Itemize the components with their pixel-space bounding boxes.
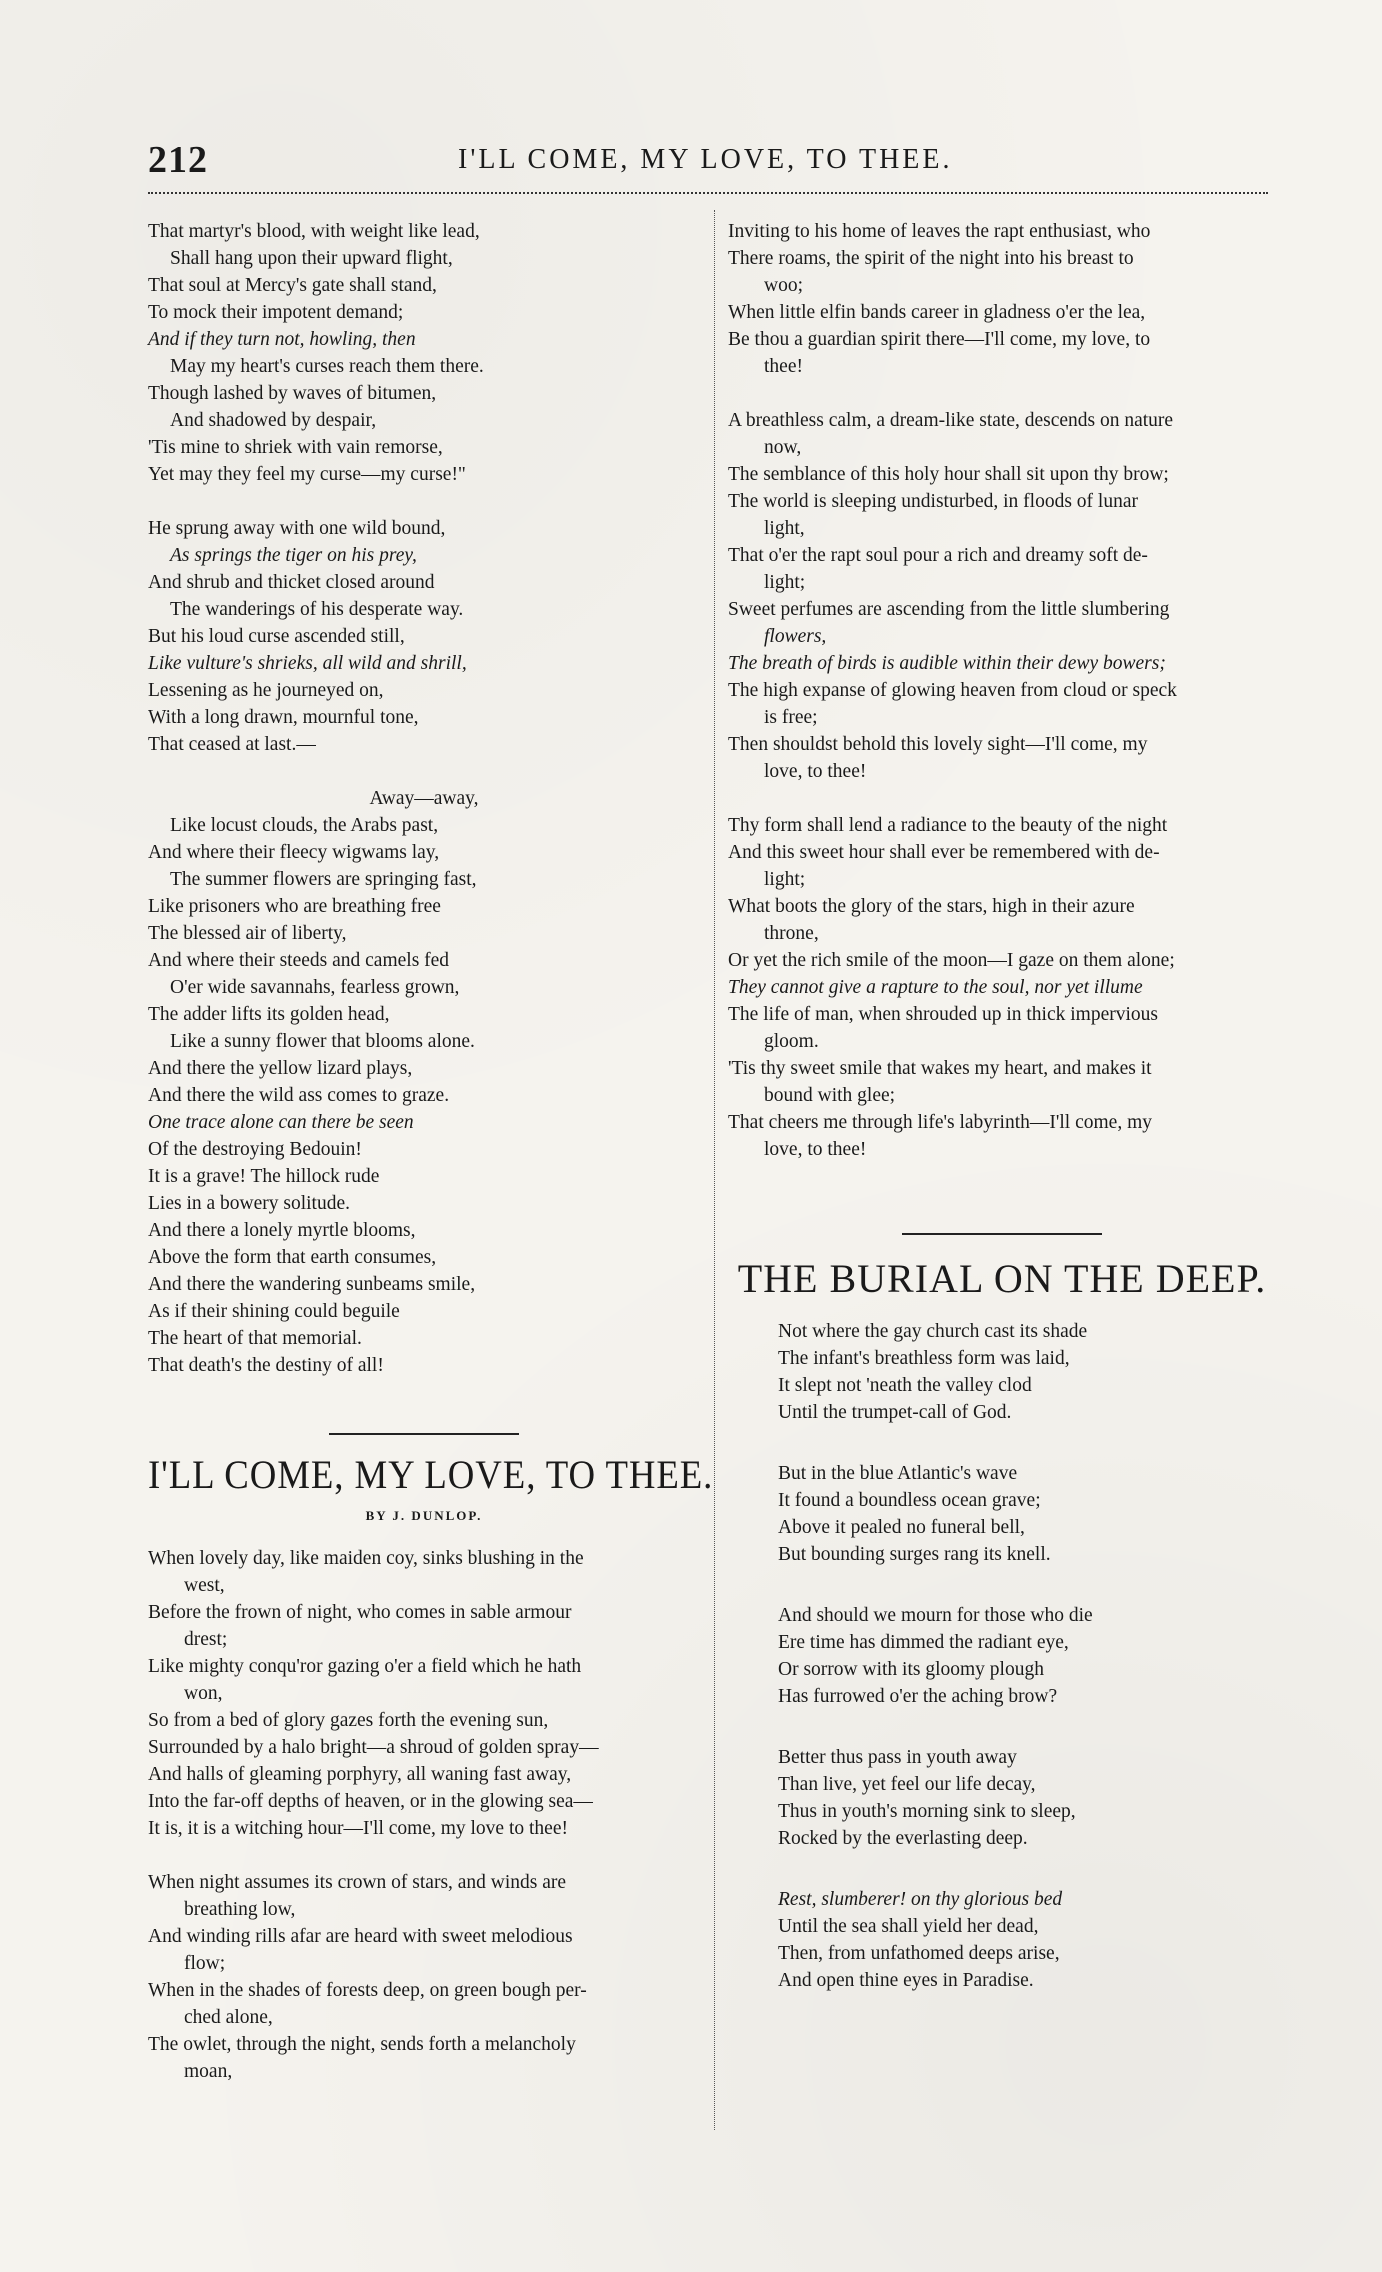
verse-line: Yet may they feel my curse—my curse!"	[148, 464, 466, 485]
verse-line: Then, from unfathomed deeps arise,	[778, 1943, 1060, 1964]
verse-line: throne,	[764, 923, 819, 944]
verse-line: And if they turn not, howling, then	[148, 329, 416, 350]
verse-line: And there a lonely myrtle blooms,	[148, 1220, 416, 1241]
verse-line: woo;	[764, 275, 803, 296]
verse-line: That soul at Mercy's gate shall stand,	[148, 275, 437, 296]
poem-title: THE BURIAL ON THE DEEP.	[737, 1256, 1267, 1301]
verse-line: When lovely day, like maiden coy, sinks blushing in the	[148, 1548, 584, 1569]
verse-line: Lessening as he journeyed on,	[148, 680, 384, 701]
verse-line: That cheers me through life's labyrinth—I'll come, my	[728, 1112, 1152, 1133]
verse-line: That death's the destiny of all!	[148, 1355, 384, 1376]
verse-line: So from a bed of glory gazes forth the evening sun,	[148, 1710, 549, 1731]
verse-line: But in the blue Atlantic's wave	[778, 1463, 1018, 1484]
verse-line: Into the far-off depths of heaven, or in the glowing sea—	[148, 1791, 593, 1812]
running-head	[148, 138, 1298, 188]
verse-line: bound with glee;	[764, 1085, 896, 1106]
verse-line: And shadowed by despair,	[170, 410, 377, 431]
poem-stanza	[728, 407, 1276, 785]
verse-line: Thy form shall lend a radiance to the beauty of the night	[728, 815, 1168, 836]
verse-line: And halls of gleaming porphyry, all waning fast away,	[148, 1764, 572, 1785]
verse-line: Or yet the rich smile of the moon—I gaze on them alone;	[728, 950, 1175, 971]
verse-line: flowers,	[764, 626, 827, 647]
verse-line: They cannot give a rapture to the soul, nor yet illume	[728, 977, 1143, 998]
verse-line: And where their fleecy wigwams lay,	[148, 842, 440, 863]
verse-line: moan,	[184, 2061, 233, 2082]
verse-line: Better thus pass in youth away	[778, 1747, 1017, 1768]
left-column	[148, 218, 714, 2085]
poem-stanza	[778, 1318, 1276, 1426]
verse-line: Thus in youth's morning sink to sleep,	[778, 1801, 1076, 1822]
verse-line: O'er wide savannahs, fearless grown,	[170, 977, 460, 998]
poem-title: I'LL COME, MY LOVE, TO THEE.	[148, 1452, 714, 1497]
section-rule	[902, 1233, 1102, 1235]
verse-line: A breathless calm, a dream-like state, descends on nature	[728, 410, 1174, 431]
verse-line: Or sorrow with its gloomy plough	[778, 1659, 1044, 1680]
verse-line: And where their steeds and camels fed	[148, 950, 450, 971]
poem-stanza	[778, 1886, 1276, 1994]
poem-stanza	[728, 218, 1276, 380]
verse-line: breathing low,	[184, 1899, 296, 1920]
verse-line: The semblance of this holy hour shall sit upon thy brow;	[728, 464, 1169, 485]
verse-line: flow;	[184, 1953, 226, 1974]
poem-stanza	[148, 1545, 700, 1842]
burial-poem	[728, 1318, 1276, 1994]
verse-line: It is a grave! The hillock rude	[148, 1166, 380, 1187]
verse-line: Like a sunny flower that blooms alone.	[170, 1031, 475, 1052]
page-number: 212	[148, 139, 208, 181]
poem-stanza	[728, 812, 1276, 1163]
verse-line: Inviting to his home of leaves the rapt enthusiast, who	[728, 221, 1151, 242]
verse-line: Like vulture's shrieks, all wild and shrill,	[148, 653, 467, 674]
verse-line: And open thine eyes in Paradise.	[778, 1970, 1034, 1991]
verse-line: now,	[764, 437, 802, 458]
verse-line: Not where the gay church cast its shade	[778, 1321, 1088, 1342]
verse-line: 'Tis thy sweet smile that wakes my heart, and makes it	[728, 1058, 1152, 1079]
verse-line: Above it pealed no funeral bell,	[778, 1517, 1025, 1538]
verse-line: With a long drawn, mournful tone,	[148, 707, 419, 728]
opening-stanza	[148, 218, 700, 488]
verse-line: The life of man, when shrouded up in thick impervious	[728, 1004, 1158, 1025]
verse-line: Then shouldst behold this lovely sight—I'll come, my	[728, 734, 1148, 755]
verse-line: The infant's breathless form was laid,	[778, 1348, 1070, 1369]
verse-line: Though lashed by waves of bitumen,	[148, 383, 437, 404]
verse-line: drest;	[184, 1629, 228, 1650]
verse-line: Sweet perfumes are ascending from the little slumbering	[728, 599, 1170, 620]
verse-line: Shall hang upon their upward flight,	[170, 248, 453, 269]
verse-line: But bounding surges rang its knell.	[778, 1544, 1051, 1565]
verse-line: Above the form that earth consumes,	[148, 1247, 437, 1268]
poem-stanza	[778, 1602, 1276, 1710]
verse-line: It found a boundless ocean grave;	[778, 1490, 1041, 1511]
verse-line: The heart of that memorial.	[148, 1328, 362, 1349]
header-rule	[148, 192, 1268, 194]
verse-line: It slept not 'neath the valley clod	[778, 1375, 1032, 1396]
verse-line: Be thou a guardian spirit there—I'll come, my love, to	[728, 329, 1151, 350]
verse-line: The summer flowers are springing fast,	[170, 869, 477, 890]
verse-line: Of the destroying Bedouin!	[148, 1139, 362, 1160]
verse-line: The wanderings of his desperate way.	[170, 599, 464, 620]
verse-line: The adder lifts its golden head,	[148, 1004, 390, 1025]
verse-line: Until the trumpet-call of God.	[778, 1402, 1012, 1423]
section-rule	[329, 1433, 519, 1435]
verse-line: Like locust clouds, the Arabs past,	[170, 815, 439, 836]
running-title: I'LL COME, MY LOVE, TO THEE.	[458, 144, 953, 175]
verse-line: Than live, yet feel our life decay,	[778, 1774, 1036, 1795]
verse-line: The blessed air of liberty,	[148, 923, 347, 944]
byline: BY J. DUNLOP.	[365, 1508, 483, 1523]
verse-line: 'Tis mine to shriek with vain remorse,	[148, 437, 443, 458]
verse-line: And there the wild ass comes to graze.	[148, 1085, 450, 1106]
verse-line: But his loud curse ascended still,	[148, 626, 405, 647]
verse-line: won,	[184, 1683, 223, 1704]
verse-line: Until the sea shall yield her dead,	[778, 1916, 1039, 1937]
verse-line: love, to thee!	[764, 761, 867, 782]
verse-line: To mock their impotent demand;	[148, 302, 404, 323]
verse-line: Lies in a bowery solitude.	[148, 1193, 350, 1214]
verse-line: As if their shining could beguile	[148, 1301, 400, 1322]
verse-line: He sprung away with one wild bound,	[148, 518, 446, 539]
verse-line: is free;	[764, 707, 818, 728]
verse-line: Like mighty conqu'ror gazing o'er a field which he hath	[148, 1656, 582, 1677]
verse-line: What boots the glory of the stars, high in their azure	[728, 896, 1135, 917]
verse-line: And there the wandering sunbeams smile,	[148, 1274, 476, 1295]
verse-line: ched alone,	[184, 2007, 273, 2028]
verse-line: Has furrowed o'er the aching brow?	[778, 1686, 1058, 1707]
verse-line: As springs the tiger on his prey,	[170, 545, 417, 566]
verse-line: And shrub and thicket closed around	[148, 572, 435, 593]
verse-line: That martyr's blood, with weight like lead,	[148, 221, 480, 242]
third-stanza	[148, 785, 700, 1379]
verse-line: Surrounded by a halo bright—a shroud of golden spray—	[148, 1737, 599, 1758]
verse-line: Away—away,	[369, 788, 479, 809]
poem-stanza	[148, 1869, 700, 2085]
verse-line: And there the yellow lizard plays,	[148, 1058, 413, 1079]
verse-line: Ere time has dimmed the radiant eye,	[778, 1632, 1069, 1653]
verse-line: And should we mourn for those who die	[778, 1605, 1093, 1626]
verse-line: gloom.	[764, 1031, 819, 1052]
verse-line: When little elfin bands career in gladness o'er the lea,	[728, 302, 1146, 323]
verse-line: When in the shades of forests deep, on green bough per-	[148, 1980, 587, 2001]
verse-line: Like prisoners who are breathing free	[148, 896, 441, 917]
verse-line: There roams, the spirit of the night into his breast to	[728, 248, 1134, 269]
second-stanza	[148, 515, 700, 758]
verse-line: light,	[764, 518, 805, 539]
verse-line: Rocked by the everlasting deep.	[778, 1828, 1028, 1849]
verse-line: It is, it is a witching hour—I'll come, my love to thee!	[148, 1818, 568, 1839]
verse-line: When night assumes its crown of stars, and winds are	[148, 1872, 567, 1893]
poem-stanza	[778, 1744, 1276, 1852]
verse-line: That o'er the rapt soul pour a rich and dreamy soft de-	[728, 545, 1148, 566]
verse-line: light;	[764, 869, 806, 890]
verse-line: The high expanse of glowing heaven from cloud or speck	[728, 680, 1177, 701]
verse-line: Rest, slumberer! on thy glorious bed	[778, 1889, 1063, 1910]
verse-line: light;	[764, 572, 806, 593]
verse-line: And winding rills afar are heard with sweet melodious	[148, 1926, 573, 1947]
verse-line: The owlet, through the night, sends forth a melancholy	[148, 2034, 576, 2055]
verse-line: thee!	[764, 356, 803, 377]
verse-line: And this sweet hour shall ever be remembered with de-	[728, 842, 1160, 863]
verse-line: The world is sleeping undisturbed, in floods of lunar	[728, 491, 1138, 512]
right-column	[728, 218, 1276, 1994]
column-divider	[714, 210, 715, 2130]
verse-line: The breath of birds is audible within their dewy bowers;	[728, 653, 1166, 674]
verse-line: May my heart's curses reach them there.	[170, 356, 484, 377]
verse-line: Before the frown of night, who comes in sable armour	[148, 1602, 572, 1623]
verse-line: west,	[184, 1575, 225, 1596]
verse-line: That ceased at last.—	[148, 734, 316, 755]
verse-line: One trace alone can there be seen	[148, 1112, 414, 1133]
verse-line: love, to thee!	[764, 1139, 867, 1160]
poem-stanza	[778, 1460, 1276, 1568]
